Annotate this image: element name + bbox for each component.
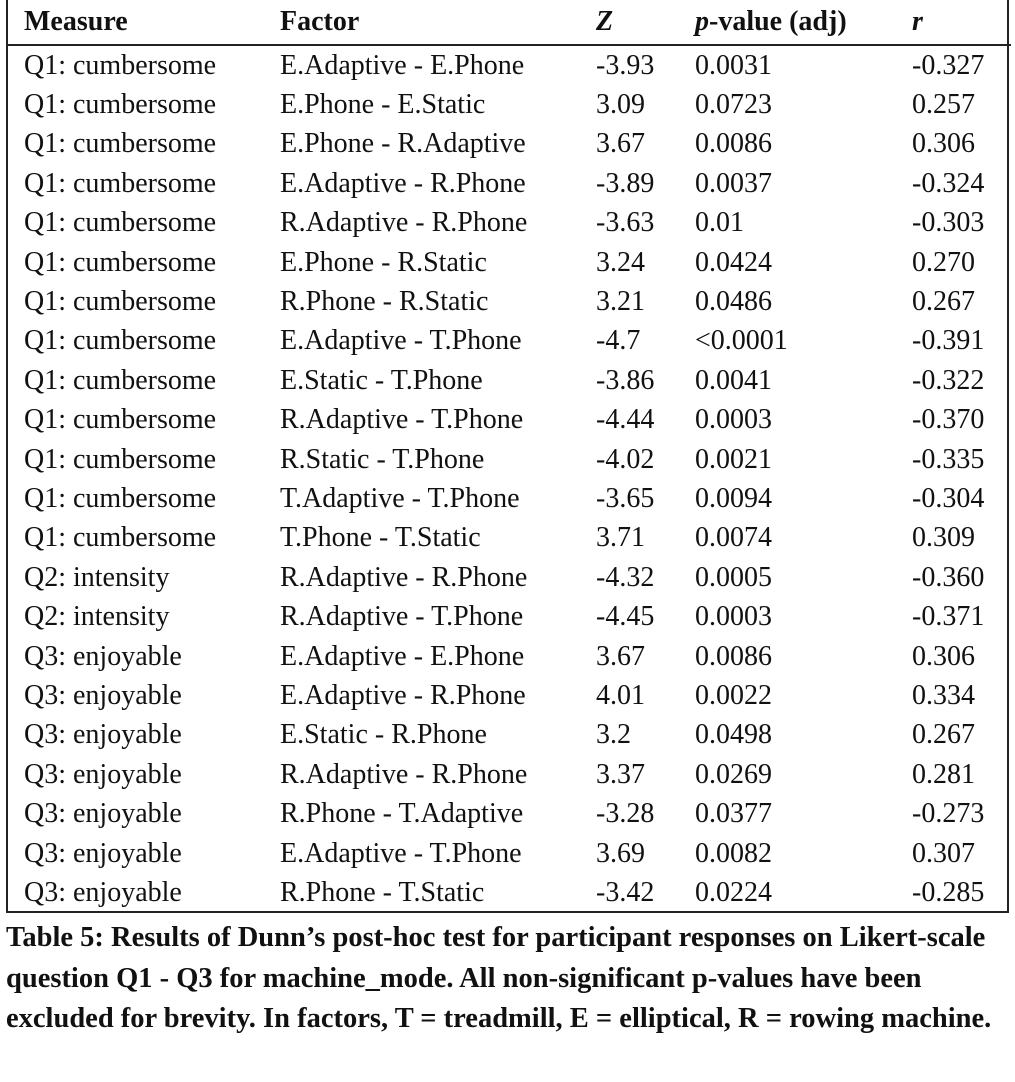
cell-p-value: 0.0094 [695, 482, 772, 514]
table-row [8, 282, 1011, 321]
table-row [8, 361, 1011, 400]
cell-r: 0.334 [912, 679, 975, 711]
cell-z: 3.09 [596, 89, 645, 121]
cell-z: -4.45 [596, 601, 655, 633]
cell-r: 0.309 [912, 522, 975, 554]
cell-r: -0.360 [912, 561, 985, 593]
cell-measure: Q1: cumbersome [24, 482, 217, 514]
table-row [8, 204, 1011, 243]
cell-z: 3.24 [596, 246, 645, 278]
cell-factor: E.Adaptive - E.Phone [280, 49, 525, 81]
cell-measure: Q1: cumbersome [24, 246, 217, 278]
cell-r: -0.327 [912, 49, 985, 81]
table-row [8, 164, 1011, 203]
cell-factor: E.Adaptive - T.Phone [280, 837, 522, 869]
cell-measure: Q1: cumbersome [24, 49, 217, 81]
cell-p-value: 0.0074 [695, 522, 772, 554]
cell-r: -0.322 [912, 364, 985, 396]
cell-measure: Q1: cumbersome [24, 128, 217, 160]
cell-z: -4.44 [596, 404, 655, 436]
table-row [8, 676, 1011, 715]
cell-r: -0.391 [912, 325, 985, 357]
cell-factor: E.Static - R.Phone [280, 719, 487, 751]
table-row [8, 597, 1011, 636]
table-body [8, 45, 1011, 913]
cell-factor: E.Phone - E.Static [280, 89, 486, 121]
cell-factor: T.Phone - T.Static [280, 522, 481, 554]
cell-z: -3.65 [596, 482, 655, 514]
cell-factor: R.Adaptive - T.Phone [280, 404, 524, 436]
cell-measure: Q1: cumbersome [24, 167, 217, 199]
table-row [8, 834, 1011, 873]
cell-factor: E.Adaptive - R.Phone [280, 167, 526, 199]
cell-factor: E.Adaptive - R.Phone [280, 679, 526, 711]
table-row [8, 479, 1011, 518]
dunn-results-table [8, 0, 1011, 913]
table-row [8, 45, 1011, 85]
cell-r: -0.285 [912, 876, 985, 908]
cell-r: -0.370 [912, 404, 985, 436]
header-measure: Measure [8, 0, 280, 45]
cell-factor: R.Phone - R.Static [280, 286, 489, 318]
cell-p-value: 0.0269 [695, 758, 772, 790]
cell-factor: E.Static - T.Phone [280, 364, 483, 396]
cell-measure: Q1: cumbersome [24, 443, 217, 475]
cell-measure: Q3: enjoyable [24, 640, 182, 672]
table-row [8, 794, 1011, 833]
table-caption: Table 5: Results of Dunn’s post-hoc test for participant responses on Likert-scale question Q1 - Q3 for machine_mode. All non-significant p-values have been excluded for brevity. In factors, T = treadmill, E = elliptical, R = rowing machine. [6, 922, 992, 1034]
table-row [8, 85, 1011, 124]
cell-measure: Q3: enjoyable [24, 719, 182, 751]
cell-measure: Q2: intensity [24, 601, 170, 633]
header-z [596, 0, 695, 45]
cell-r: 0.307 [912, 837, 975, 869]
cell-measure: Q1: cumbersome [24, 325, 217, 357]
cell-factor: R.Adaptive - T.Phone [280, 601, 524, 633]
header-p-label: p [695, 6, 709, 37]
cell-z: -3.42 [596, 876, 655, 908]
cell-p-value: 0.01 [695, 207, 744, 239]
cell-z: -3.93 [596, 49, 655, 81]
cell-p-value: 0.0003 [695, 601, 772, 633]
header-factor: Factor [280, 0, 596, 45]
cell-measure: Q3: enjoyable [24, 758, 182, 790]
cell-measure: Q3: enjoyable [24, 679, 182, 711]
cell-factor: T.Adaptive - T.Phone [280, 482, 520, 514]
cell-z: -3.89 [596, 167, 655, 199]
cell-measure: Q1: cumbersome [24, 522, 217, 554]
cell-factor: E.Phone - R.Adaptive [280, 128, 526, 160]
cell-p-value: 0.0031 [695, 49, 772, 81]
cell-factor: R.Phone - T.Adaptive [280, 798, 524, 830]
cell-p-value: 0.0086 [695, 128, 772, 160]
cell-measure: Q1: cumbersome [24, 404, 217, 436]
header-p-suffix: -value (adj) [709, 6, 847, 37]
cell-p-value: 0.0424 [695, 246, 772, 278]
cell-r: 0.257 [912, 89, 975, 121]
cell-r: -0.371 [912, 601, 985, 633]
cell-z: 3.2 [596, 719, 631, 751]
cell-z: -4.32 [596, 561, 655, 593]
cell-p-value: 0.0723 [695, 89, 772, 121]
table-row [8, 440, 1011, 479]
cell-r: -0.304 [912, 482, 985, 514]
cell-measure: Q3: enjoyable [24, 837, 182, 869]
cell-z: 3.69 [596, 837, 645, 869]
table-row [8, 322, 1011, 361]
cell-r: 0.267 [912, 286, 975, 318]
table-row [8, 519, 1011, 558]
cell-r: 0.306 [912, 128, 975, 160]
cell-r: 0.270 [912, 246, 975, 278]
cell-z: -3.86 [596, 364, 655, 396]
cell-factor: R.Static - T.Phone [280, 443, 485, 475]
cell-p-value: 0.0003 [695, 404, 772, 436]
table-row [8, 125, 1011, 164]
cell-z: 3.67 [596, 128, 645, 160]
cell-r: -0.324 [912, 167, 985, 199]
cell-p-value: 0.0082 [695, 837, 772, 869]
cell-r: -0.303 [912, 207, 985, 239]
cell-z: 3.37 [596, 758, 645, 790]
header-p-value [695, 0, 912, 45]
cell-factor: R.Adaptive - R.Phone [280, 207, 528, 239]
cell-measure: Q3: enjoyable [24, 798, 182, 830]
cell-r: 0.306 [912, 640, 975, 672]
cell-p-value: 0.0037 [695, 167, 772, 199]
cell-z: 4.01 [596, 679, 645, 711]
table-row [8, 401, 1011, 440]
table-row [8, 873, 1011, 912]
cell-p-value: <0.0001 [695, 325, 788, 357]
cell-p-value: 0.0498 [695, 719, 772, 751]
cell-p-value: 0.0486 [695, 286, 772, 318]
cell-measure: Q1: cumbersome [24, 207, 217, 239]
table-row [8, 637, 1011, 676]
cell-p-value: 0.0022 [695, 679, 772, 711]
header-r [912, 0, 1011, 45]
cell-r: -0.335 [912, 443, 985, 475]
table-header-row [8, 0, 1011, 45]
cell-measure: Q1: cumbersome [24, 286, 217, 318]
cell-r: -0.273 [912, 798, 985, 830]
cell-factor: E.Adaptive - E.Phone [280, 640, 525, 672]
cell-p-value: 0.0041 [695, 364, 772, 396]
cell-p-value: 0.0021 [695, 443, 772, 475]
cell-measure: Q2: intensity [24, 561, 170, 593]
cell-r: 0.281 [912, 758, 975, 790]
cell-z: -4.02 [596, 443, 655, 475]
cell-measure: Q1: cumbersome [24, 89, 217, 121]
header-z-label: Z [596, 6, 614, 37]
table-row [8, 755, 1011, 794]
cell-factor: R.Adaptive - R.Phone [280, 561, 528, 593]
cell-factor: E.Phone - R.Static [280, 246, 487, 278]
results-table-frame [6, 0, 1009, 913]
cell-p-value: 0.0005 [695, 561, 772, 593]
cell-z: 3.67 [596, 640, 645, 672]
cell-z: 3.21 [596, 286, 645, 318]
cell-p-value: 0.0224 [695, 876, 772, 908]
table-row [8, 716, 1011, 755]
table-row [8, 558, 1011, 597]
cell-measure: Q3: enjoyable [24, 876, 182, 908]
cell-factor: E.Adaptive - T.Phone [280, 325, 522, 357]
cell-z: 3.71 [596, 522, 645, 554]
header-r-label: r [912, 6, 923, 37]
cell-p-value: 0.0377 [695, 798, 772, 830]
cell-r: 0.267 [912, 719, 975, 751]
cell-z: -3.63 [596, 207, 655, 239]
cell-factor: R.Phone - T.Static [280, 876, 485, 908]
cell-z: -3.28 [596, 798, 655, 830]
table-row [8, 243, 1011, 282]
cell-z: -4.7 [596, 325, 641, 357]
cell-measure: Q1: cumbersome [24, 364, 217, 396]
cell-factor: R.Adaptive - R.Phone [280, 758, 528, 790]
cell-p-value: 0.0086 [695, 640, 772, 672]
